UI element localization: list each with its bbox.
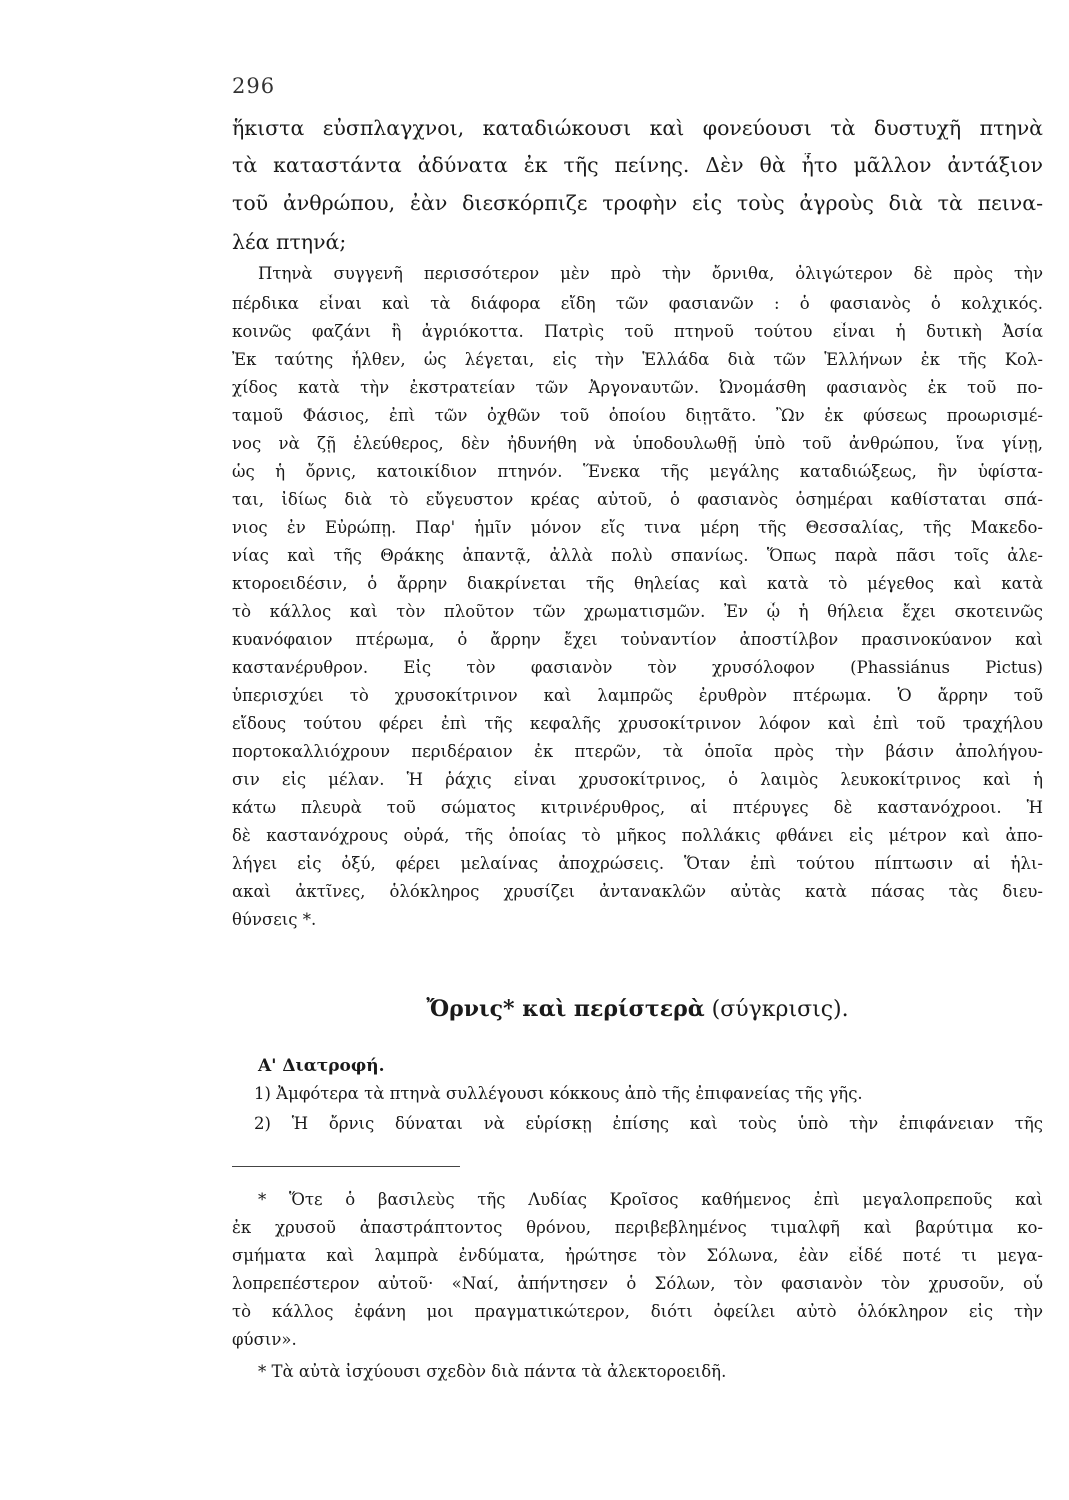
small-text-line: Πτηνὰ συγγενῆ περισσότερον μὲν πρὸ τὴν ὄρνιθα, ὀλιγώτερον δὲ πρὸς τὴν (258, 264, 1043, 283)
footnote-divider (232, 1166, 460, 1167)
footnote-line: * Τὰ αὐτὰ ἰσχύουσι σχεδὸν διὰ πάντα τὰ ἀλεκτοροειδῆ. (258, 1362, 727, 1381)
small-text-line: ταμοῦ Φάσιος, ἐπὶ τῶν ὀχθῶν τοῦ ὁποίου διῃτᾶτο. Ὢν ἐκ φύσεως προωρισμέ- (232, 406, 1043, 425)
small-text-line: τὸ κάλλος καὶ τὸν πλοῦτον τῶν χρωματισμῶν. Ἐν ᾧ ἡ θήλεια ἔχει σκοτεινῶς (232, 602, 1043, 621)
body-line: τοῦ ἀνθρώπου, ἐὰν διεσκόρπιζε τροφὴν εἰς τοὺς ἀγροὺς διὰ τὰ πεινα- (232, 191, 1043, 215)
small-text-line: δὲ καστανόχρους οὐρά, τῆς ὁποίας τὸ μῆκος πολλάκις φθάνει εἰς μέτρον καὶ ἀπο- (232, 826, 1043, 845)
footnote-line: ἐκ χρυσοῦ ἀπαστράπτοντος θρόνου, περιβεβλημένος τιμαλφῆ καὶ βαρύτιμα κο- (232, 1218, 1043, 1237)
small-text-line: κτοροειδέσιν, ὁ ἄρρην διακρίνεται τῆς θηλείας καὶ κατὰ τὸ μέγεθος καὶ κατὰ (232, 574, 1043, 593)
body-line: τὰ καταστάντα ἀδύνατα ἐκ τῆς πείνης. Δὲν θὰ ἦτο μᾶλλον ἀντάξιον (232, 153, 1043, 177)
small-text-line: νος νὰ ζῇ ἐλεύθερος, δὲν ἠδυνήθη νὰ ὑποδουλωθῇ ὑπὸ τοῦ ἀνθρώπου, ἵνα γίνῃ, (232, 434, 1043, 453)
small-text-line: κοινῶς φαζάνι ἢ ἀγριόκοττα. Πατρὶς τοῦ πτηνοῦ τούτου εἶναι ἡ δυτικὴ Ἀσία (232, 322, 1043, 341)
small-text-line: καστανέρυθρον. Εἰς τὸν φασιανὸν τὸν χρυσόλοφον (Phassiánus Pictus) (232, 658, 1043, 677)
small-text-line: ὑπερισχύει τὸ χρυσοκίτρινον καὶ λαμπρῶς ἐρυθρὸν πτέρωμα. Ὁ ἄρρην τοῦ (232, 686, 1043, 705)
small-text-line: εἴδους τούτου φέρει ἐπὶ τῆς κεφαλῆς χρυσοκίτρινον λόφον καὶ ἐπὶ τοῦ τραχήλου (232, 714, 1043, 733)
page-number: 296 (232, 74, 276, 98)
small-text-line: νιος ἐν Εὐρώπῃ. Παρ' ἡμῖν μόνον εἴς τινα μέρη τῆς Θεσσαλίας, τῆς Μακεδο- (232, 518, 1043, 537)
small-text-line: ται, ἰδίως διὰ τὸ εὔγευστον κρέας αὐτοῦ, ὁ φασιανὸς ὁσημέραι καθίσταται σπά- (232, 490, 1043, 509)
small-text-line: κυανόφαιον πτέρωμα, ὁ ἄρρην ἔχει τοὐναντίον ἀποστίλβον πρασινοκύανον καὶ (232, 630, 1043, 649)
small-text-line: θύνσεις *. (232, 910, 317, 929)
section-heading-note: (σύγκρισις). (711, 997, 849, 1022)
small-text-line: ακαὶ ἀκτῖνες, ὁλόκληρος χρυσίζει ἀντανακλῶν αὐτὰς κατὰ πάσας τὰς διευ- (232, 882, 1043, 901)
small-text-line: λήγει εἰς ὀξύ, φέρει μελαίνας ἀποχρώσεις. Ὅταν ἐπὶ τούτου πίπτωσιν αἱ ἡλι- (232, 854, 1043, 873)
small-text-line: σιν εἰς μέλαν. Ἡ ῥάχις εἶναι χρυσοκίτρινος, ὁ λαιμὸς λευκοκίτρινος καὶ ἡ (232, 770, 1043, 789)
subsection-heading: Α' Διατροφή. (258, 1056, 385, 1076)
list-item: 2) Ἡ ὄρνις δύναται νὰ εὑρίσκῃ ἐπίσης καὶ τοὺς ὑπὸ τὴν ἐπιφάνειαν τῆς (254, 1114, 1043, 1133)
footnote-line: σμήματα καὶ λαμπρὰ ἐνδύματα, ἠρώτησε τὸν Σόλωνα, ἐὰν εἶδέ ποτέ τι μεγα- (232, 1246, 1043, 1265)
body-line: λέα πτηνά; (232, 230, 347, 254)
small-text-line: νίας καὶ τῆς Θράκης ἀπαντᾷ, ἀλλὰ πολὺ σπανίως. Ὅπως παρὰ πᾶσι τοῖς ἀλε- (232, 546, 1043, 565)
footnote-line: * Ὅτε ὁ βασιλεὺς τῆς Λυδίας Κροῖσος καθήμενος ἐπὶ μεγαλοπρεποῦς καὶ (258, 1190, 1043, 1209)
small-text-line: κάτω πλευρὰ τοῦ σώματος κιτρινέρυθρος, αἱ πτέρυγες δὲ καστανόχροοι. Ἡ (232, 798, 1043, 817)
section-heading-title: Ὄρνις* καὶ περίστερὰ (426, 996, 705, 1022)
footnote-line: τὸ κάλλος ἐφάνη μοι πραγματικώτερον, διότι ὀφείλει αὐτὸ ὁλόκληρον εἰς τὴν (232, 1302, 1043, 1321)
section-heading (232, 996, 1043, 1022)
small-text-line: πέρδικα εἶναι καὶ τὰ διάφορα εἴδη τῶν φασιανῶν : ὁ φασιανὸς ὁ κολχικός. (232, 294, 1043, 313)
footnote-line: φύσιν». (232, 1330, 297, 1349)
small-text-line: Ἐκ ταύτης ἦλθεν, ὡς λέγεται, εἰς τὴν Ἑλλάδα διὰ τῶν Ἑλλήνων ἐκ τῆς Κολ- (232, 350, 1043, 369)
body-line: ἥκιστα εὐσπλαγχνοι, καταδιώκουσι καὶ φονεύουσι τὰ δυστυχῆ πτηνὰ (232, 116, 1043, 140)
footnote-line: λοπρεπέστερον αὐτοῦ· «Ναί, ἀπήντησεν ὁ Σόλων, τὸν φασιανὸν τὸν χρυσοῦν, οὗ (232, 1274, 1043, 1293)
small-text-line: χίδος κατὰ τὴν ἐκστρατείαν τῶν Ἀργοναυτῶν. Ὠνομάσθη φασιανὸς ἐκ τοῦ πο- (232, 378, 1043, 397)
small-text-line: πορτοκαλλιόχρουν περιδέραιον ἐκ πτερῶν, τὰ ὁποῖα πρὸς τὴν βάσιν ἀπολήγου- (232, 742, 1043, 761)
small-text-line: ὡς ἡ ὄρνις, κατοικίδιον πτηνόν. Ἕνεκα τῆς μεγάλης καταδιώξεως, ἣν ὑφίστα- (232, 462, 1043, 481)
list-item: 1) Ἀμφότερα τὰ πτηνὰ συλλέγουσι κόκκους ἀπὸ τῆς ἐπιφανείας τῆς γῆς. (254, 1084, 863, 1103)
